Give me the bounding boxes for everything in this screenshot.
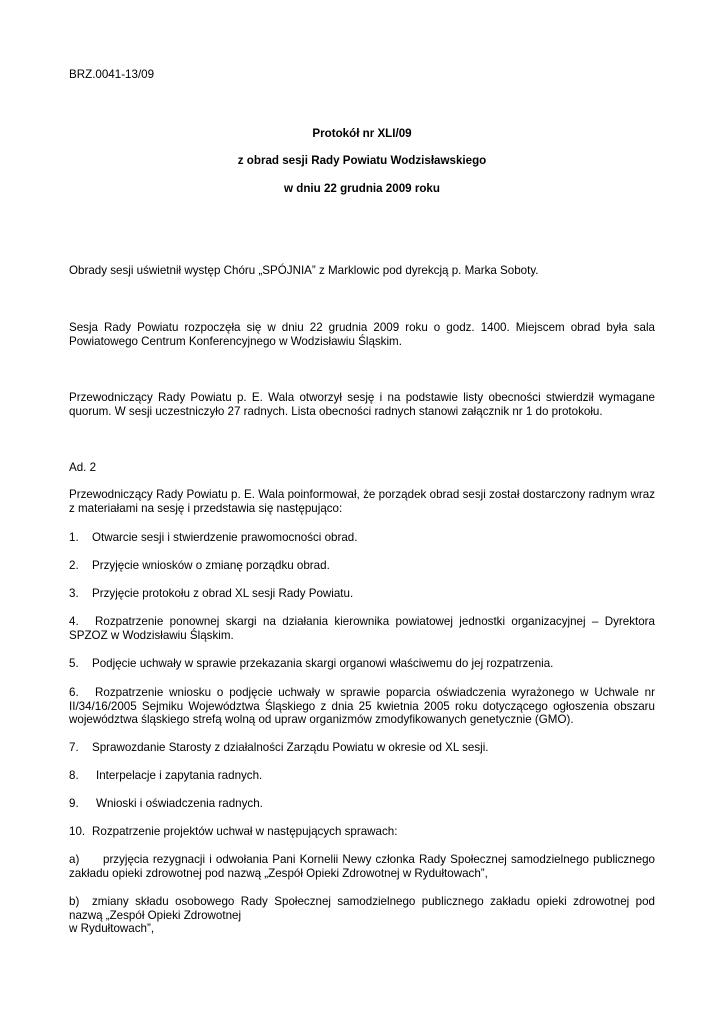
- agenda-subitem-text: przyjęcia rezygnacji i odwołania Pani Kornelii Newy członka Rady Społecznej samodzielnego publicznego zakładu opieki zdrowotnej pod nazwą „Zespół Opieki Zdrowotnej w Rydułtowach”,: [69, 853, 655, 880]
- agenda-item-number: 9.: [69, 797, 79, 810]
- agenda-item-text: Przyjęcie protokołu z obrad XL sesji Rady Powiatu.: [92, 587, 354, 600]
- agenda-item: [69, 587, 655, 601]
- agenda-subitem: [69, 895, 655, 936]
- paragraph-session-start: Sesja Rady Powiatu rozpoczęła się w dniu 22 grudnia 2009 roku o godz. 1400. Miejscem obrad była sala Powiatowego Centrum Konferencyjnego w Wodzisławiu Śląskim.: [69, 321, 655, 348]
- agenda-item-number: 3.: [69, 587, 79, 600]
- agenda-item: [69, 531, 655, 545]
- agenda-item: [69, 615, 655, 642]
- agenda-item-number: 6.: [69, 686, 79, 699]
- agenda-item-number: 8.: [69, 769, 79, 782]
- agenda-item-text: Rozpatrzenie wniosku o podjęcie uchwały w sprawie poparcia oświadczenia wyrażonego w Uchwale nr II/34/16/2005 Sejmiku Województwa Śląskiego z dnia 25 kwietnia 2005 roku dotyczącego ogłoszenia obszaru województwa śląskiego strefą wolną od upraw organizmów zmodyfikowanych genetycznie (GMO).: [69, 686, 655, 726]
- agenda-subitem-label: b): [69, 895, 80, 908]
- agenda-subitem: [69, 853, 655, 880]
- agenda-item-text: Przyjęcie wniosków o zmianę porządku obrad.: [92, 559, 330, 572]
- agenda-subitem-text: zmiany składu osobowego Rady Społecznej samodzielnego publicznego zakładu opieki zdrowotnej pod nazwą „Zespół Opieki Zdrowotnej: [69, 895, 655, 922]
- agenda-item: [69, 741, 655, 755]
- agenda-subitem-text-continued: w Rydułtowach”,: [69, 922, 155, 935]
- agenda-item-number: 5.: [69, 657, 79, 670]
- paragraph-agenda-intro: Przewodniczący Rady Powiatu p. E. Wala poinformował, że porządek obrad sesji został dostarczony radnym wraz z materiałami na sesję i przedstawia się następująco:: [69, 488, 655, 515]
- agenda-item: [69, 559, 655, 573]
- agenda-item-number: 2.: [69, 559, 79, 572]
- agenda-item-text: Interpelacje i zapytania radnych.: [96, 769, 263, 782]
- document-reference: BRZ.0041-13/09: [69, 68, 155, 81]
- agenda-item-text: Rozpatrzenie ponownej skargi na działania kierownika powiatowej jednostki organizacyjnej – Dyrektora SPZOZ w Wodzisławiu Śląskim.: [69, 615, 655, 642]
- agenda-item-text: Podjęcie uchwały w sprawie przekazania skargi organowi właściwemu do jej rozpatrzenia.: [92, 657, 554, 670]
- agenda-item-text: Rozpatrzenie projektów uchwał w następujących sprawach:: [92, 825, 398, 838]
- document-subtitle: z obrad sesji Rady Powiatu Wodzisławskiego: [237, 154, 487, 167]
- agenda-item: [69, 825, 655, 839]
- document-title: Protokół nr XLI/09: [312, 127, 412, 140]
- agenda-item-number: 1.: [69, 531, 79, 544]
- agenda-subitem-label: a): [69, 853, 80, 866]
- agenda-item: [69, 686, 655, 727]
- agenda-item-text: Wnioski i oświadczenia radnych.: [96, 797, 263, 810]
- paragraph-choir: Obrady sesji uświetnił występ Chóru „SPÓJNIA” z Marklowic pod dyrekcją p. Marka Soboty.: [69, 264, 539, 277]
- agenda-item: [69, 769, 655, 783]
- agenda-item-number: 4.: [69, 615, 79, 628]
- document-date: w dniu 22 grudnia 2009 roku: [284, 182, 440, 195]
- section-heading-ad2: Ad. 2: [69, 461, 97, 474]
- agenda-item-text: Otwarcie sesji i stwierdzenie prawomocności obrad.: [92, 531, 358, 544]
- agenda-item-text: Sprawozdanie Starosty z działalności Zarządu Powiatu w okresie od XL sesji.: [92, 741, 489, 754]
- agenda-item-number: 10.: [69, 825, 86, 838]
- paragraph-quorum: Przewodniczący Rady Powiatu p. E. Wala otworzył sesję i na podstawie listy obecności stwierdził wymagane quorum. W sesji uczestniczyło 27 radnych. Lista obecności radnych stanowi załącznik nr 1 do protokołu.: [69, 391, 655, 418]
- agenda-item-number: 7.: [69, 741, 79, 754]
- agenda-item: [69, 797, 655, 811]
- agenda-item: [69, 657, 655, 671]
